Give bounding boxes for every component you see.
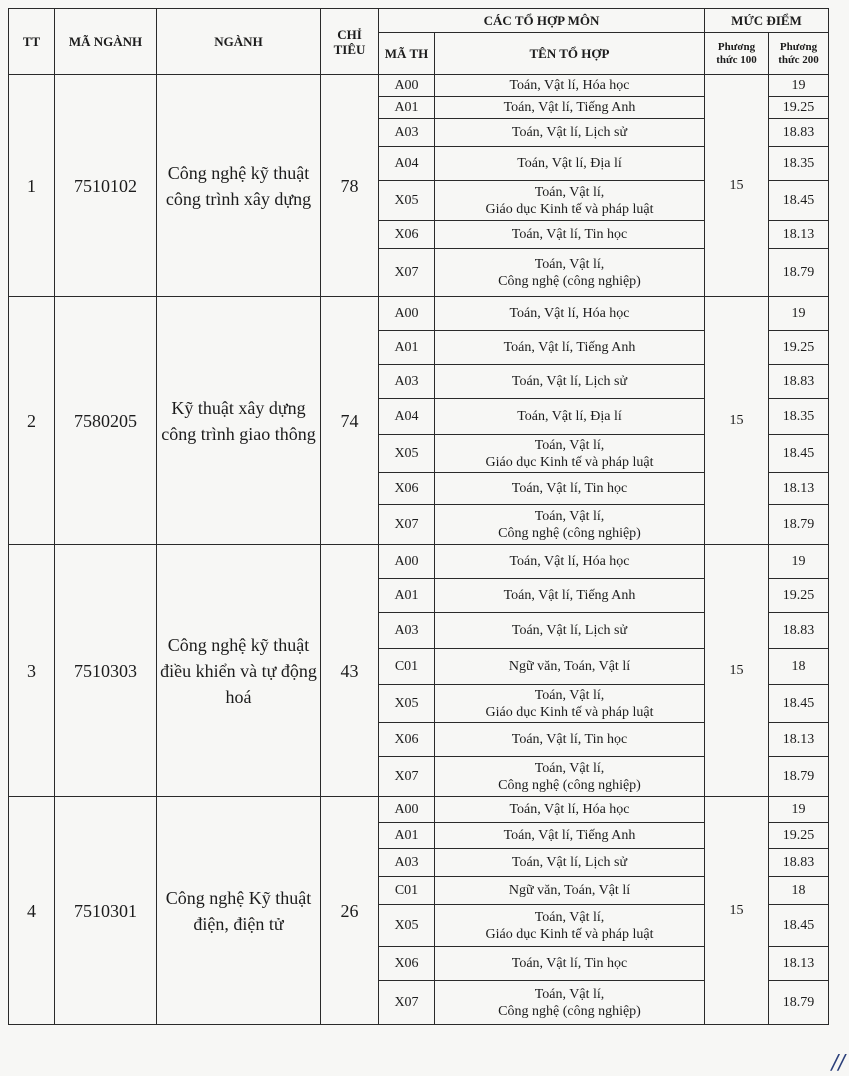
major-name: Công nghệ kỹ thuật công trình xây dựng bbox=[157, 75, 321, 297]
score-pt100: 15 bbox=[705, 75, 769, 297]
score-pt200: 18.83 bbox=[769, 119, 829, 147]
combo-code: X05 bbox=[379, 685, 435, 723]
score-pt200: 18.45 bbox=[769, 435, 829, 473]
score-pt100: 15 bbox=[705, 797, 769, 1025]
combo-code: A04 bbox=[379, 399, 435, 435]
combo-code: A01 bbox=[379, 331, 435, 365]
admission-score-table bbox=[8, 8, 829, 1025]
header-pt200: Phương thức 200 bbox=[769, 33, 829, 75]
combo-name: Toán, Vật lí, Công nghệ (công nghiệp) bbox=[435, 505, 705, 545]
combo-code: A00 bbox=[379, 75, 435, 97]
score-pt200: 18.35 bbox=[769, 399, 829, 435]
score-pt200: 18.79 bbox=[769, 505, 829, 545]
combo-name: Toán, Vật lí, Tin học bbox=[435, 221, 705, 249]
combo-code: C01 bbox=[379, 877, 435, 905]
combo-code: A00 bbox=[379, 297, 435, 331]
combo-code: X06 bbox=[379, 947, 435, 981]
combo-name: Toán, Vật lí, Hóa học bbox=[435, 797, 705, 823]
combo-code: X07 bbox=[379, 981, 435, 1025]
header-ma-nganh: MÃ NGÀNH bbox=[55, 9, 157, 75]
combo-code: C01 bbox=[379, 649, 435, 685]
combo-code: A03 bbox=[379, 365, 435, 399]
score-pt200: 19.25 bbox=[769, 579, 829, 613]
handwritten-mark: // bbox=[831, 1050, 845, 1074]
score-pt200: 18 bbox=[769, 877, 829, 905]
score-pt200: 18.79 bbox=[769, 249, 829, 297]
combo-code: X06 bbox=[379, 221, 435, 249]
score-pt200: 18.35 bbox=[769, 147, 829, 181]
score-pt200: 18.83 bbox=[769, 613, 829, 649]
header-ten-to-hop: TÊN TỔ HỢP bbox=[435, 33, 705, 75]
major-name: Công nghệ Kỹ thuật điện, điện tử bbox=[157, 797, 321, 1025]
score-pt200: 18.13 bbox=[769, 221, 829, 249]
combo-name: Toán, Vật lí, Tin học bbox=[435, 947, 705, 981]
score-pt200: 18.83 bbox=[769, 365, 829, 399]
combo-name: Toán, Vật lí, Công nghệ (công nghiệp) bbox=[435, 981, 705, 1025]
major-tt: 4 bbox=[9, 797, 55, 1025]
score-pt200: 18.13 bbox=[769, 947, 829, 981]
combo-name: Toán, Vật lí, Tiếng Anh bbox=[435, 331, 705, 365]
major-code: 7510301 bbox=[55, 797, 157, 1025]
table-row bbox=[9, 797, 829, 823]
combo-code: X05 bbox=[379, 905, 435, 947]
major-tt: 3 bbox=[9, 545, 55, 797]
combo-name: Toán, Vật lí, Tiếng Anh bbox=[435, 97, 705, 119]
combo-code: X07 bbox=[379, 757, 435, 797]
table-row bbox=[9, 297, 829, 331]
combo-code: X07 bbox=[379, 249, 435, 297]
combo-code: A03 bbox=[379, 849, 435, 877]
score-pt200: 18.13 bbox=[769, 723, 829, 757]
major-quota: 78 bbox=[321, 75, 379, 297]
major-code: 7510303 bbox=[55, 545, 157, 797]
combo-name: Toán, Vật lí, Tin học bbox=[435, 473, 705, 505]
combo-code: A03 bbox=[379, 119, 435, 147]
combo-code: X06 bbox=[379, 723, 435, 757]
score-pt200: 18.79 bbox=[769, 757, 829, 797]
combo-name: Toán, Vật lí, Giáo dục Kinh tế và pháp luật bbox=[435, 685, 705, 723]
score-pt200: 18.79 bbox=[769, 981, 829, 1025]
header-nganh: NGÀNH bbox=[157, 9, 321, 75]
score-pt200: 19 bbox=[769, 545, 829, 579]
combo-name: Toán, Vật lí, Lịch sử bbox=[435, 849, 705, 877]
score-pt200: 19 bbox=[769, 297, 829, 331]
header-chi-tieu: CHỈ TIÊU bbox=[321, 9, 379, 75]
combo-code: X05 bbox=[379, 181, 435, 221]
score-pt200: 18.13 bbox=[769, 473, 829, 505]
combo-code: X07 bbox=[379, 505, 435, 545]
combo-name: Toán, Vật lí, Lịch sử bbox=[435, 613, 705, 649]
major-name: Kỹ thuật xây dựng công trình giao thông bbox=[157, 297, 321, 545]
combo-name: Toán, Vật lí, Tiếng Anh bbox=[435, 579, 705, 613]
header-ma-th: MÃ TH bbox=[379, 33, 435, 75]
combo-name: Toán, Vật lí, Giáo dục Kinh tế và pháp luật bbox=[435, 181, 705, 221]
major-quota: 74 bbox=[321, 297, 379, 545]
combo-name: Toán, Vật lí, Lịch sử bbox=[435, 365, 705, 399]
header-muc-diem: MỨC ĐIỂM bbox=[705, 9, 829, 33]
combo-code: A04 bbox=[379, 147, 435, 181]
score-pt200: 19.25 bbox=[769, 97, 829, 119]
combo-name: Toán, Vật lí, Giáo dục Kinh tế và pháp luật bbox=[435, 905, 705, 947]
table-row bbox=[9, 545, 829, 579]
score-pt200: 18.83 bbox=[769, 849, 829, 877]
combo-name: Toán, Vật lí, Giáo dục Kinh tế và pháp luật bbox=[435, 435, 705, 473]
table-row bbox=[9, 75, 829, 97]
combo-code: A01 bbox=[379, 97, 435, 119]
combo-name: Toán, Vật lí, Hóa học bbox=[435, 75, 705, 97]
combo-code: A01 bbox=[379, 823, 435, 849]
score-pt200: 19.25 bbox=[769, 331, 829, 365]
score-pt200: 18.45 bbox=[769, 181, 829, 221]
combo-name: Toán, Vật lí, Địa lí bbox=[435, 147, 705, 181]
combo-code: X06 bbox=[379, 473, 435, 505]
combo-name: Ngữ văn, Toán, Vật lí bbox=[435, 649, 705, 685]
score-pt200: 19.25 bbox=[769, 823, 829, 849]
combo-code: X05 bbox=[379, 435, 435, 473]
combo-name: Toán, Vật lí, Lịch sử bbox=[435, 119, 705, 147]
table-body bbox=[9, 75, 829, 1025]
major-code: 7580205 bbox=[55, 297, 157, 545]
major-tt: 1 bbox=[9, 75, 55, 297]
score-pt100: 15 bbox=[705, 545, 769, 797]
major-quota: 26 bbox=[321, 797, 379, 1025]
combo-name: Toán, Vật lí, Tin học bbox=[435, 723, 705, 757]
score-pt200: 18.45 bbox=[769, 905, 829, 947]
header-cac-to-hop: CÁC TỔ HỢP MÔN bbox=[379, 9, 705, 33]
major-quota: 43 bbox=[321, 545, 379, 797]
combo-name: Toán, Vật lí, Công nghệ (công nghiệp) bbox=[435, 249, 705, 297]
combo-name: Toán, Vật lí, Hóa học bbox=[435, 545, 705, 579]
combo-code: A00 bbox=[379, 797, 435, 823]
combo-name: Toán, Vật lí, Địa lí bbox=[435, 399, 705, 435]
score-pt100: 15 bbox=[705, 297, 769, 545]
header-tt: TT bbox=[9, 9, 55, 75]
major-name: Công nghệ kỹ thuật điều khiển và tự động hoá bbox=[157, 545, 321, 797]
combo-name: Ngữ văn, Toán, Vật lí bbox=[435, 877, 705, 905]
score-pt200: 18.45 bbox=[769, 685, 829, 723]
combo-code: A03 bbox=[379, 613, 435, 649]
score-pt200: 19 bbox=[769, 75, 829, 97]
major-tt: 2 bbox=[9, 297, 55, 545]
combo-name: Toán, Vật lí, Công nghệ (công nghiệp) bbox=[435, 757, 705, 797]
header-pt100: Phương thức 100 bbox=[705, 33, 769, 75]
combo-code: A01 bbox=[379, 579, 435, 613]
score-pt200: 19 bbox=[769, 797, 829, 823]
major-code: 7510102 bbox=[55, 75, 157, 297]
combo-code: A00 bbox=[379, 545, 435, 579]
combo-name: Toán, Vật lí, Hóa học bbox=[435, 297, 705, 331]
combo-name: Toán, Vật lí, Tiếng Anh bbox=[435, 823, 705, 849]
score-pt200: 18 bbox=[769, 649, 829, 685]
